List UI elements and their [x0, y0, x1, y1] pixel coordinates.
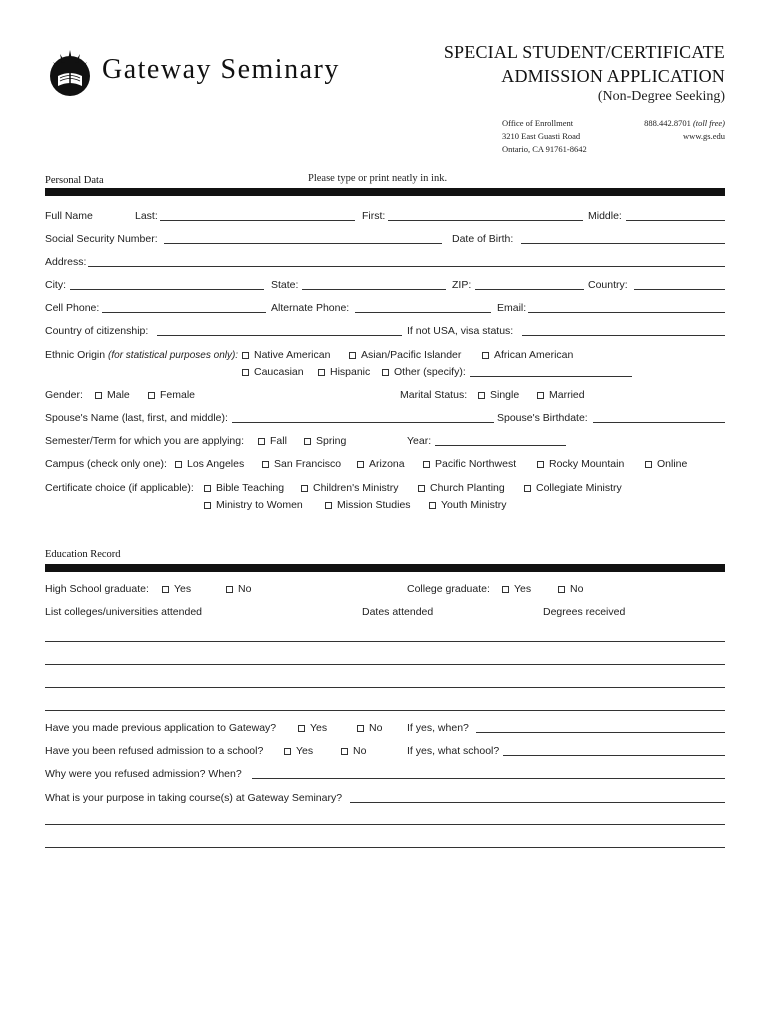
- campus-option[interactable]: Rocky Mountain: [537, 458, 624, 470]
- ethnic-option[interactable]: Other (specify):: [382, 366, 466, 378]
- checkbox-icon: [478, 392, 485, 399]
- checkbox-icon: [524, 485, 531, 492]
- visa-label: If not USA, visa status:: [407, 325, 514, 337]
- ssn-field[interactable]: [164, 243, 442, 244]
- why-refused-field[interactable]: [252, 778, 725, 779]
- ink-instruction: Please type or print neatly in ink.: [308, 173, 448, 184]
- last-name-label: Last:: [135, 210, 158, 222]
- middle-name-label: Middle:: [588, 210, 622, 222]
- checkbox-icon: [175, 461, 182, 468]
- cell-phone-label: Cell Phone:: [45, 302, 100, 314]
- certificate-option[interactable]: Children's Ministry: [301, 482, 398, 494]
- ethnic-option[interactable]: Caucasian: [242, 366, 304, 378]
- college-entry-line[interactable]: [45, 710, 725, 711]
- spouse-name-label: Spouse's Name (last, first, and middle):: [45, 412, 228, 424]
- ethnic-other-field[interactable]: [470, 376, 632, 377]
- checkbox-icon: [357, 725, 364, 732]
- dob-field[interactable]: [521, 243, 725, 244]
- colleges-column-header: List colleges/universities attended: [45, 606, 203, 618]
- marital-status-label: Marital Status:: [400, 389, 468, 401]
- alt-phone-field[interactable]: [355, 312, 491, 313]
- campus-option[interactable]: Online: [645, 458, 687, 470]
- checkbox-icon: [304, 438, 311, 445]
- checkbox-icon: [341, 748, 348, 755]
- checkbox-icon: [262, 461, 269, 468]
- checkbox-icon: [418, 485, 425, 492]
- checkbox-icon: [242, 352, 249, 359]
- spouse-birthdate-field[interactable]: [593, 422, 725, 423]
- college-entry-line[interactable]: [45, 641, 725, 642]
- if-yes-school-field[interactable]: [503, 755, 725, 756]
- certificate-option[interactable]: Ministry to Women: [204, 499, 303, 511]
- checkbox-icon: [318, 369, 325, 376]
- checkbox-icon: [357, 461, 364, 468]
- seminary-emblem-icon: [45, 46, 95, 98]
- if-yes-when-label: If yes, when?: [407, 722, 469, 734]
- full-name-label: Full Name: [45, 210, 93, 222]
- certificate-option[interactable]: Church Planting: [418, 482, 505, 494]
- gender-option[interactable]: Female: [148, 389, 195, 401]
- campus-option[interactable]: Arizona: [357, 458, 405, 470]
- address-field[interactable]: [88, 266, 725, 267]
- office-phone: 888.442.8701 (toll free): [644, 118, 725, 128]
- checkbox-icon: [148, 392, 155, 399]
- checkbox-icon: [325, 502, 332, 509]
- high-school-yes[interactable]: Yes: [162, 583, 191, 595]
- middle-name-field[interactable]: [626, 220, 725, 221]
- zip-field[interactable]: [475, 289, 584, 290]
- if-yes-school-label: If yes, what school?: [407, 745, 500, 757]
- year-field[interactable]: [435, 445, 566, 446]
- dates-column-header: Dates attended: [362, 606, 434, 618]
- checkbox-icon: [429, 502, 436, 509]
- city-field[interactable]: [70, 289, 264, 290]
- refused-label: Have you been refused admission to a school?: [45, 745, 264, 757]
- section-divider: [45, 188, 725, 196]
- office-city: Ontario, CA 91761-8642: [502, 144, 587, 154]
- checkbox-icon: [204, 485, 211, 492]
- office-street: 3210 East Guasti Road: [502, 131, 581, 141]
- checkbox-icon: [645, 461, 652, 468]
- checkbox-icon: [242, 369, 249, 376]
- spouse-birthdate-label: Spouse's Birthdate:: [497, 412, 588, 424]
- high-school-no[interactable]: No: [226, 583, 251, 595]
- zip-label: ZIP:: [452, 279, 472, 291]
- email-label: Email:: [497, 302, 527, 314]
- state-field[interactable]: [302, 289, 446, 290]
- college-grad-yes[interactable]: Yes: [502, 583, 531, 595]
- last-name-field[interactable]: [160, 220, 355, 221]
- checkbox-icon: [258, 438, 265, 445]
- college-grad-label: College graduate:: [407, 583, 490, 595]
- checkbox-icon: [537, 392, 544, 399]
- spouse-name-field[interactable]: [232, 422, 494, 423]
- gender-option[interactable]: Male: [95, 389, 130, 401]
- checkbox-icon: [349, 352, 356, 359]
- checkbox-icon: [204, 502, 211, 509]
- dob-label: Date of Birth:: [452, 233, 514, 245]
- section-divider: [45, 564, 725, 572]
- degrees-column-header: Degrees received: [543, 606, 626, 618]
- ssn-label: Social Security Number:: [45, 233, 158, 245]
- gender-label: Gender:: [45, 389, 83, 401]
- checkbox-icon: [423, 461, 430, 468]
- ethnic-origin-label: Ethnic Origin (for statistical purposes only):: [45, 349, 239, 361]
- semester-label: Semester/Term for which you are applying:: [45, 435, 245, 447]
- checkbox-icon: [301, 485, 308, 492]
- cell-phone-field[interactable]: [102, 312, 266, 313]
- previous-app-yes[interactable]: Yes: [298, 722, 327, 734]
- purpose-label: What is your purpose in taking course(s) at Gateway Seminary?: [45, 792, 343, 804]
- alt-phone-label: Alternate Phone:: [271, 302, 350, 314]
- logo: [45, 46, 95, 101]
- college-entry-line[interactable]: [45, 664, 725, 665]
- refused-no[interactable]: No: [341, 745, 366, 757]
- checkbox-icon: [95, 392, 102, 399]
- email-field[interactable]: [528, 312, 725, 313]
- why-refused-label: Why were you refused admission? When?: [45, 768, 242, 780]
- campus-option[interactable]: Los Angeles: [175, 458, 244, 470]
- logo-text: Gateway Seminary: [102, 54, 340, 85]
- first-name-field[interactable]: [388, 220, 583, 221]
- if-yes-when-field[interactable]: [476, 732, 725, 733]
- city-label: City:: [45, 279, 66, 291]
- semester-option[interactable]: Spring: [304, 435, 346, 447]
- certificate-option[interactable]: Bible Teaching: [204, 482, 284, 494]
- ethnic-option[interactable]: Asian/Pacific Islander: [349, 349, 461, 361]
- certificate-option[interactable]: Collegiate Ministry: [524, 482, 622, 494]
- marital-option[interactable]: Single: [478, 389, 519, 401]
- checkbox-icon: [284, 748, 291, 755]
- purpose-extra-line[interactable]: [45, 824, 725, 825]
- education-heading: Education Record: [45, 549, 121, 560]
- refused-yes[interactable]: Yes: [284, 745, 313, 757]
- form-title-line1: SPECIAL STUDENT/CERTIFICATE: [443, 42, 725, 62]
- visa-field[interactable]: [522, 335, 725, 336]
- ethnic-option[interactable]: Hispanic: [318, 366, 370, 378]
- country-field[interactable]: [634, 289, 725, 290]
- campus-option[interactable]: Pacific Northwest: [423, 458, 516, 470]
- form-subtitle: (Non-Degree Seeking): [597, 89, 725, 104]
- year-label: Year:: [407, 435, 432, 447]
- previous-app-no[interactable]: No: [357, 722, 382, 734]
- high-school-label: High School graduate:: [45, 583, 149, 595]
- purpose-extra-line[interactable]: [45, 847, 725, 848]
- ethnic-option[interactable]: Native American: [242, 349, 330, 361]
- checkbox-icon: [162, 586, 169, 593]
- address-label: Address:: [45, 256, 87, 268]
- checkbox-icon: [382, 369, 389, 376]
- semester-option[interactable]: Fall: [258, 435, 287, 447]
- personal-data-heading: Personal Data: [45, 175, 104, 186]
- ethnic-option[interactable]: African American: [482, 349, 573, 361]
- form-title-line2: ADMISSION APPLICATION: [501, 66, 725, 86]
- checkbox-icon: [482, 352, 489, 359]
- certificate-option[interactable]: Youth Ministry: [429, 499, 507, 511]
- certificate-option[interactable]: Mission Studies: [325, 499, 411, 511]
- checkbox-icon: [537, 461, 544, 468]
- citizenship-field[interactable]: [157, 335, 402, 336]
- certificate-label: Certificate choice (if applicable):: [45, 482, 194, 494]
- country-label: Country:: [588, 279, 628, 291]
- state-label: State:: [271, 279, 299, 291]
- previous-app-label: Have you made previous application to Gateway?: [45, 722, 277, 734]
- checkbox-icon: [298, 725, 305, 732]
- marital-option[interactable]: Married: [537, 389, 585, 401]
- campus-option[interactable]: San Francisco: [262, 458, 341, 470]
- first-name-label: First:: [362, 210, 386, 222]
- checkbox-icon: [502, 586, 509, 593]
- checkbox-icon: [558, 586, 565, 593]
- college-entry-line[interactable]: [45, 687, 725, 688]
- office-website: www.gs.edu: [683, 131, 725, 141]
- college-grad-no[interactable]: No: [558, 583, 583, 595]
- campus-label: Campus (check only one):: [45, 458, 167, 470]
- purpose-field[interactable]: [350, 802, 725, 803]
- citizenship-label: Country of citizenship:: [45, 325, 149, 337]
- checkbox-icon: [226, 586, 233, 593]
- office-name: Office of Enrollment: [502, 118, 574, 128]
